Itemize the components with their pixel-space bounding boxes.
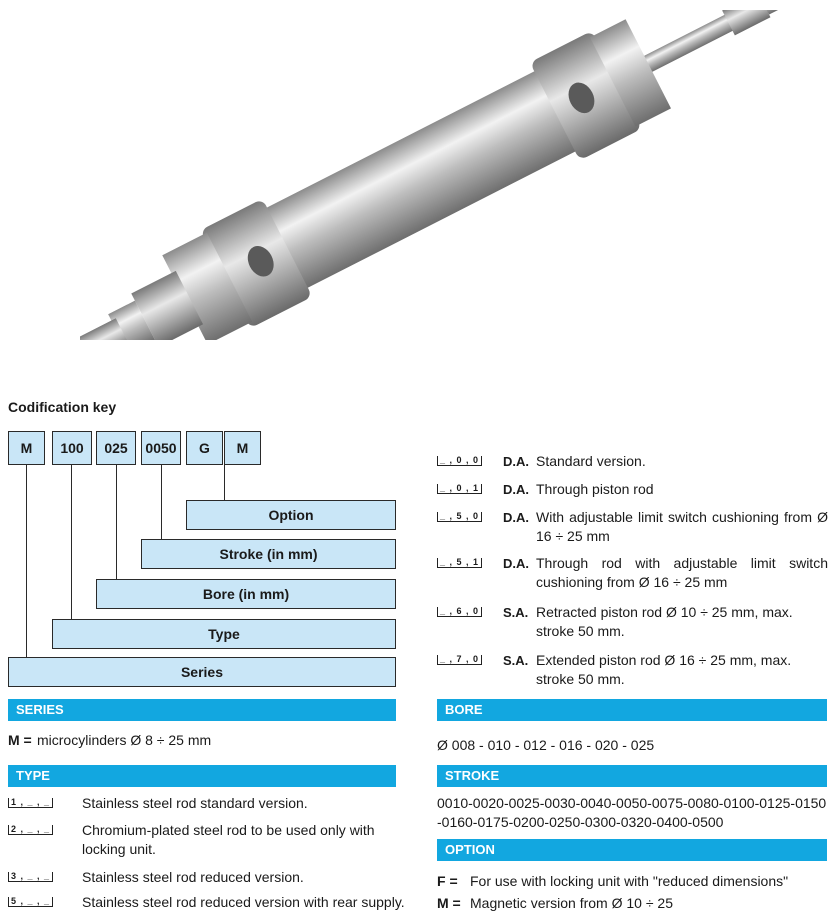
type-header: TYPE <box>8 765 396 787</box>
mode-description: Through piston rod <box>536 481 654 497</box>
mode-code: _ , 0 , 1 <box>437 484 482 494</box>
connector-line <box>224 465 225 500</box>
stroke-values: 0010-0020-0025-0030-0040-0050-0075-0080-0100-0125-0150-0160-0175-0200-0250-0300-0320-0400-0500 <box>437 795 827 830</box>
code-box-type: 100 <box>52 431 92 465</box>
mode-type: D.A. <box>503 556 529 571</box>
type-code: 3 , _ , _ <box>8 872 53 882</box>
mode-type: S.A. <box>503 653 529 668</box>
product-image <box>80 10 780 340</box>
series-letter: M = <box>8 732 32 748</box>
bore-values: Ø 008 - 010 - 012 - 016 - 020 - 025 <box>437 737 655 753</box>
code-box-stroke: 0050 <box>141 431 181 465</box>
mode-type: D.A. <box>503 454 529 469</box>
mode-type: S.A. <box>503 605 529 620</box>
mode-type: D.A. <box>503 482 529 497</box>
label-series: Series <box>8 657 396 687</box>
code-box-option-1: G <box>186 431 223 465</box>
bore-header: BORE <box>437 699 827 721</box>
mode-type: D.A. <box>503 510 529 525</box>
option-description: Magnetic version from Ø 10 ÷ 25 <box>470 895 673 911</box>
stroke-header: STROKE <box>437 765 827 787</box>
type-code: 5 , _ , _ <box>8 897 53 907</box>
code-box-option-2: M <box>224 431 261 465</box>
option-description: For use with locking unit with "reduced dimensions" <box>470 873 789 889</box>
type-code: 2 , _ , _ <box>8 825 53 835</box>
option-letter: M = <box>437 895 461 911</box>
type-code: 1 , _ , _ <box>8 798 53 808</box>
connector-line <box>71 465 72 620</box>
label-option: Option <box>186 500 396 530</box>
mode-description: Retracted piston rod Ø 10 ÷ 25 mm, max. stroke 50 mm. <box>536 604 793 639</box>
type-description: Chromium-plated steel rod to be used only with locking unit. <box>82 822 375 857</box>
mode-description: With adjustable limit switch cushioning from Ø 16 ÷ 25 mm <box>536 509 828 544</box>
mode-code: _ , 7 , 0 <box>437 655 482 665</box>
code-box-series: M <box>8 431 45 465</box>
page-title: Codification key <box>8 399 117 415</box>
label-type: Type <box>52 619 396 649</box>
connector-line <box>26 465 27 658</box>
option-letter: F = <box>437 873 458 889</box>
type-description: Stainless steel rod standard version. <box>82 795 308 811</box>
series-text: microcylinders Ø 8 ÷ 25 mm <box>37 732 212 748</box>
code-box-bore: 025 <box>96 431 136 465</box>
label-bore: Bore (in mm) <box>96 579 396 609</box>
mode-description: Standard version. <box>536 453 646 469</box>
mode-description: Through rod with adjustable limit switch cushioning from Ø 16 ÷ 25 mm <box>536 555 828 590</box>
label-stroke: Stroke (in mm) <box>141 539 396 569</box>
connector-line <box>116 465 117 579</box>
type-description: Stainless steel rod reduced version. <box>82 869 304 885</box>
mode-description: Extended piston rod Ø 16 ÷ 25 mm, max. stroke 50 mm. <box>536 652 792 687</box>
mode-code: _ , 0 , 0 <box>437 456 482 466</box>
connector-line <box>161 465 162 540</box>
mode-code: _ , 6 , 0 <box>437 607 482 617</box>
series-header: SERIES <box>8 699 396 721</box>
mode-code: _ , 5 , 1 <box>437 558 482 568</box>
option-header: OPTION <box>437 839 827 861</box>
type-description: Stainless steel rod reduced version with rear supply. <box>82 894 405 910</box>
mode-code: _ , 5 , 0 <box>437 512 482 522</box>
